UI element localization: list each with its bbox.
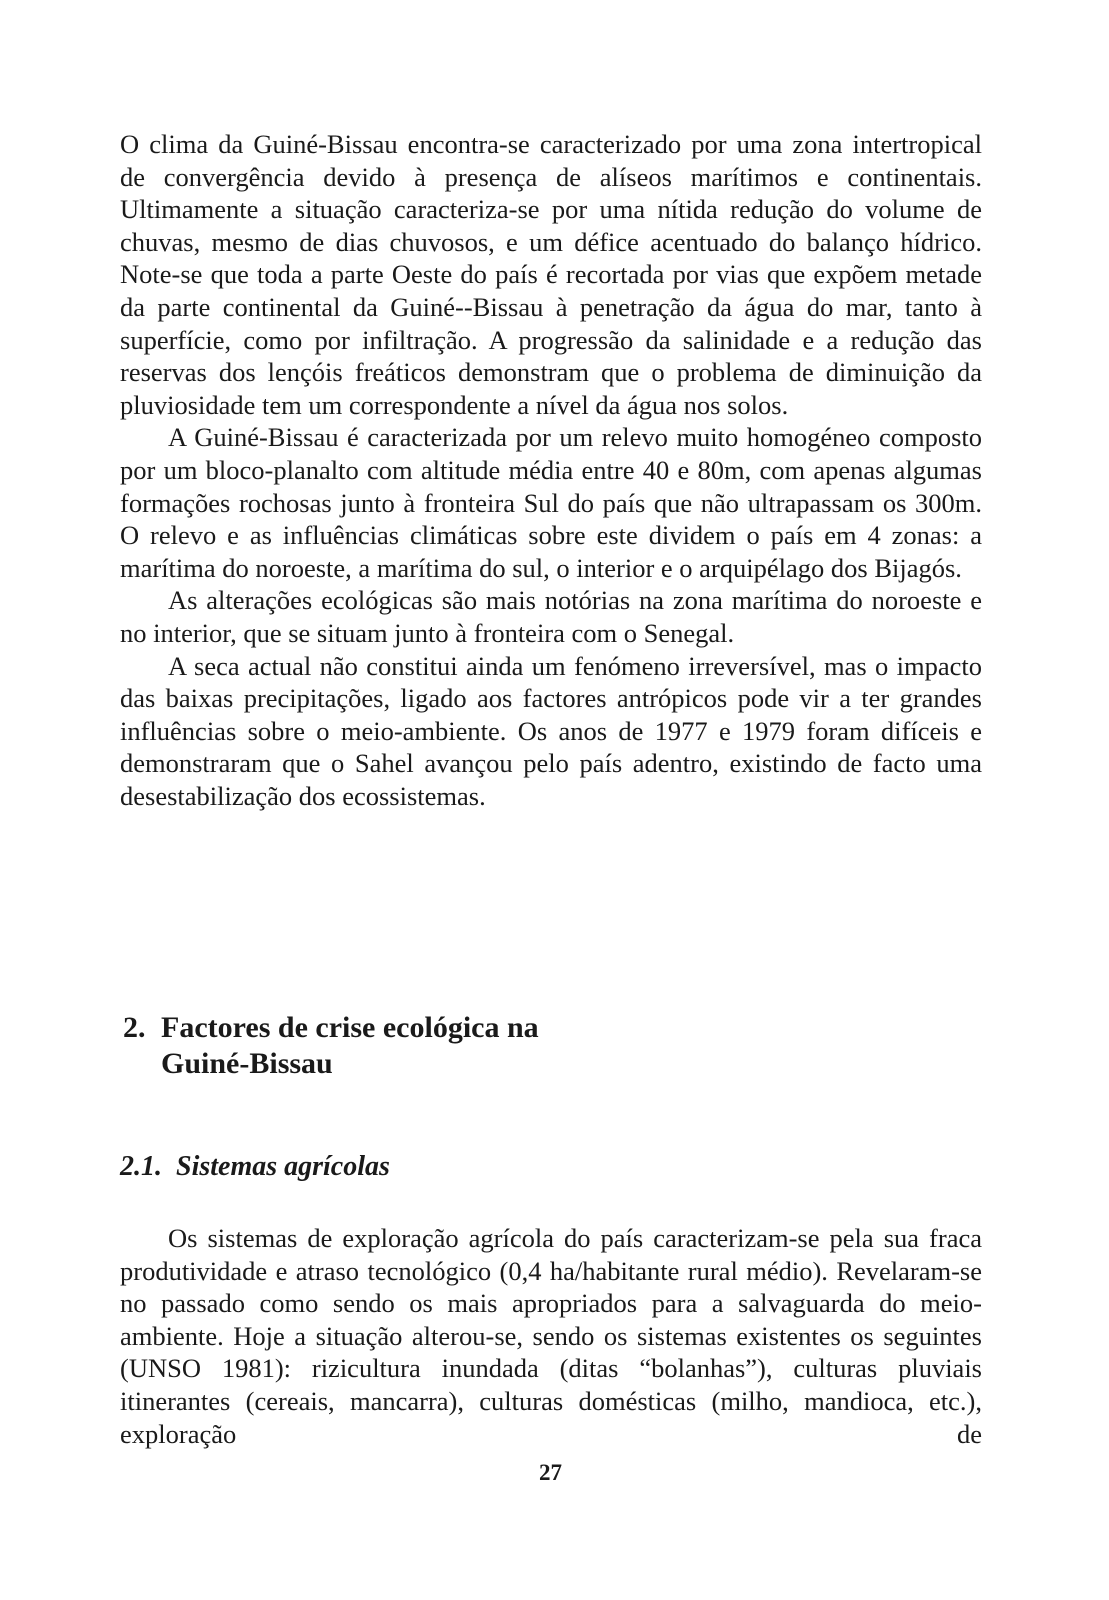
paragraph-climate: O clima da Guiné-Bissau encontra-se caracterizado por uma zona intertropical de convergência devido à presença de alíseos marítimos e continentais. Ultimamente a situação caracteriza-se por uma nítida redução do volume de chuvas, mesmo de dias chuvosos, e um défice acentuado do balanço hídrico. Note-se que toda a parte Oeste do país é recortada por vias que expõem metade da parte continental da Guiné--Bissau à penetração da água do mar, tanto à superfície, como por infiltração. A progressão da salinidade e a redução das reservas dos lençóis freáticos demonstram que o problema de diminuição da pluviosidade tem um correspondente a nível da água nos solos. (120, 129, 982, 420)
body-text (120, 128, 982, 812)
subsection-title: Sistemas agrícolas (176, 1151, 390, 1182)
section-number: 2. (123, 1011, 146, 1044)
page-number: 27 (539, 1460, 562, 1485)
subsection-body (120, 1222, 982, 1450)
section-heading (123, 1010, 823, 1082)
paragraph-agricultural-systems: Os sistemas de exploração agrícola do país caracterizam-se pela sua fraca produtividade e atraso tecnológico (0,4 ha/habitante rural médio). Revelaram-se no passado como sendo os mais apropriados para a salvaguarda do meio-ambiente. Hoje a situação alterou-se, sendo os sistemas existentes os seguintes (UNSO 1981): rizicultura inundada (ditas “bolanhas”), culturas pluviais itinerantes (cereais, mancarra), culturas domésticas (milho, mandioca, etc.), exploração de (120, 1223, 982, 1449)
section-title-line1: Factores de crise ecológica na (161, 1011, 539, 1044)
section-title-line2: Guiné-Bissau (161, 1047, 333, 1080)
paragraph-drought: A seca actual não constitui ainda um fenómeno irreversível, mas o impacto das baixas precipitações, ligado aos factores antrópicos pode vir a ter grandes influências sobre o meio-ambiente. Os anos de 1977 e 1979 foram difíceis e demonstraram que o Sahel avançou pelo país adentro, existindo de facto uma desestabilização dos ecossistemas. (120, 650, 982, 811)
paragraph-ecological-changes: As alterações ecológicas são mais notórias na zona marítima do noroeste e no interior, que se situam junto à fronteira com o Senegal. (120, 585, 982, 648)
subsection-heading (120, 1150, 390, 1184)
subsection-number: 2.1. (120, 1151, 162, 1182)
paragraph-relief: A Guiné-Bissau é caracterizada por um relevo muito homogéneo composto por um bloco-planalto com altitude média entre 40 e 80m, com apenas algumas formações rochosas junto à fronteira Sul do país que não ultrapassam os 300m. O relevo e as influências climáticas sobre este dividem o país em 4 zonas: a marítima do noroeste, a marítima do sul, o interior e o arquipélago dos Bijagós. (120, 422, 982, 583)
